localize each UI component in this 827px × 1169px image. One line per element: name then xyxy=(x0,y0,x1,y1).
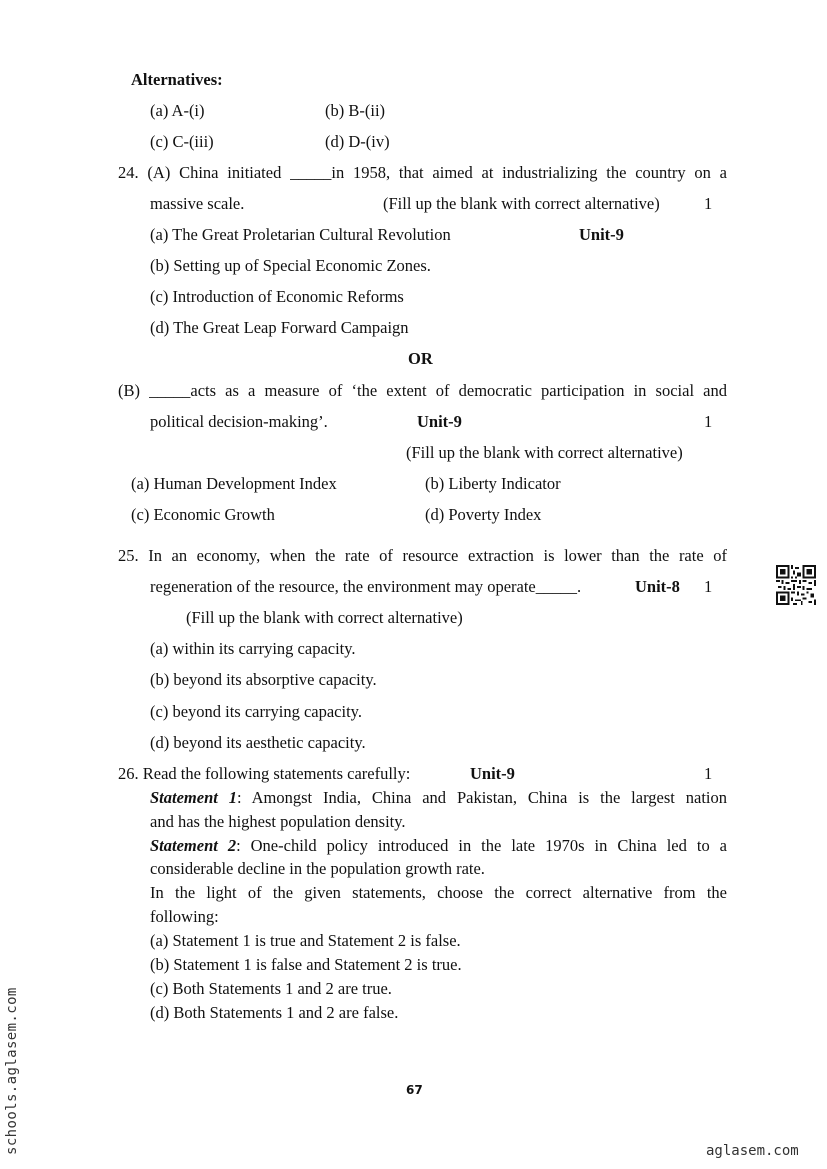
q25-option-d: (d) beyond its aesthetic capacity. xyxy=(150,733,366,752)
alternative-d: (d) D-(iv) xyxy=(325,132,390,151)
q24b-option-b: (b) Liberty Indicator xyxy=(425,474,561,493)
qr-code-icon xyxy=(776,565,816,605)
q25-marks: 1 xyxy=(704,577,713,596)
q25-option-a: (a) within its carrying capacity. xyxy=(150,639,356,658)
q25-line1: 25. In an economy, when the rate of resource extraction is lower than the rate of xyxy=(118,546,727,565)
q24b-option-c: (c) Economic Growth xyxy=(131,505,275,524)
q25-line2: regeneration of the resource, the environment may operate_____. xyxy=(150,577,582,596)
q24-option-a: (a) The Great Proletarian Cultural Revolution xyxy=(150,225,451,244)
q26-marks: 1 xyxy=(704,764,713,783)
statement2-label: Statement 2 xyxy=(150,836,237,855)
q26-statement2: Statement 2: One-child policy introduced in the late 1970s in China led to a xyxy=(150,836,728,855)
q26-statement1: Statement 1: Amongst India, China and Pakistan, China is the largest nation xyxy=(150,788,728,807)
q26-statement2-cont: considerable decline in the population growth rate. xyxy=(150,859,485,878)
q24b-option-a: (a) Human Development Index xyxy=(131,474,337,493)
statement1-label: Statement 1 xyxy=(150,788,237,807)
page-number: 67 xyxy=(406,1083,423,1097)
q24-marks: 1 xyxy=(704,194,713,213)
q26-option-c: (c) Both Statements 1 and 2 are true. xyxy=(150,979,392,998)
q24-instruction: (Fill up the blank with correct alternative) xyxy=(383,194,660,213)
q24b-instruction: (Fill up the blank with correct alternative) xyxy=(406,443,683,462)
watermark-bottom: aglasem.com xyxy=(706,1143,799,1159)
q26-line1: 26. Read the following statements carefully: xyxy=(118,764,411,783)
q24b-marks: 1 xyxy=(704,412,713,431)
q24-line2: massive scale. xyxy=(150,194,245,213)
q26-instruction-cont: following: xyxy=(150,907,219,926)
q25-option-c: (c) beyond its carrying capacity. xyxy=(150,702,362,721)
q25-option-b: (b) beyond its absorptive capacity. xyxy=(150,670,377,689)
q26-instruction: In the light of the given statements, choose the correct alternative from the xyxy=(150,883,727,902)
q26-statement1-cont: and has the highest population density. xyxy=(150,812,406,831)
q26-option-b: (b) Statement 1 is false and Statement 2 is true. xyxy=(150,955,462,974)
q24-option-c: (c) Introduction of Economic Reforms xyxy=(150,287,404,306)
q24-option-d: (d) The Great Leap Forward Campaign xyxy=(150,318,409,337)
q24-option-b: (b) Setting up of Special Economic Zones. xyxy=(150,256,431,275)
q26-option-a: (a) Statement 1 is true and Statement 2 is false. xyxy=(150,931,461,950)
q24b-line2: political decision-making’. xyxy=(150,412,328,431)
alternative-a: (a) A-(i) xyxy=(150,101,205,120)
q24b-option-d: (d) Poverty Index xyxy=(425,505,542,524)
q25-unit: Unit-8 xyxy=(635,577,680,596)
alternative-b: (b) B-(ii) xyxy=(325,101,386,120)
q24-or-label: OR xyxy=(408,349,433,368)
alternatives-heading: Alternatives: xyxy=(131,70,223,89)
watermark-side: schools.aglasem.com xyxy=(4,987,20,1155)
q24-unit: Unit-9 xyxy=(579,225,624,244)
q24b-unit: Unit-9 xyxy=(417,412,462,431)
alternative-c: (c) C-(iii) xyxy=(150,132,214,151)
q26-option-d: (d) Both Statements 1 and 2 are false. xyxy=(150,1003,399,1022)
q24-line1: 24. (A) China initiated _____in 1958, that aimed at industrializing the country on a xyxy=(118,163,727,182)
q25-instruction: (Fill up the blank with correct alternative) xyxy=(186,608,463,627)
q24b-line1: (B) _____acts as a measure of ‘the extent of democratic participation in social and xyxy=(118,381,727,400)
q26-unit: Unit-9 xyxy=(470,764,515,783)
